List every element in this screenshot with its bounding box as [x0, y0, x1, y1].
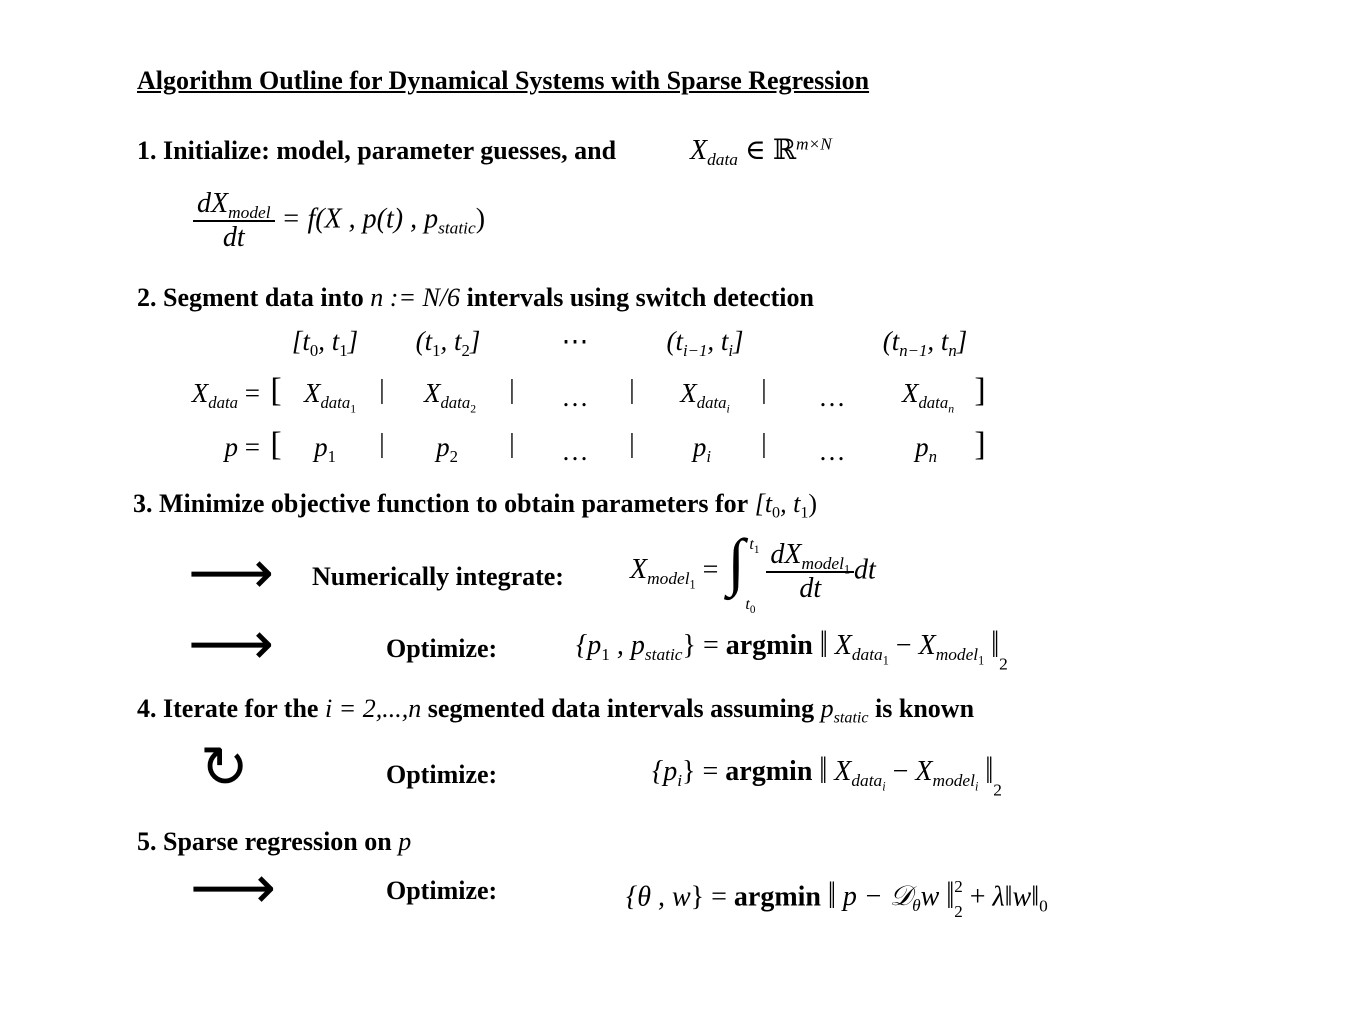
p-separator-4: | — [761, 428, 767, 458]
p-cell-ellipsis-2: … — [818, 436, 846, 466]
p-cell-1: $p_1$ — [314, 432, 336, 466]
p-separator-3: | — [629, 428, 635, 458]
optimize-label-1: Optimize: — [386, 634, 498, 663]
xdata-separator-2: | — [509, 374, 515, 404]
p-bracket-open: [ — [270, 426, 282, 463]
p-row-label: p = — [224, 432, 260, 462]
p-cell-n: $p_n$ — [915, 432, 937, 466]
interval-header-1: [$t_0$, $t_1$] — [291, 326, 359, 360]
page-title: Algorithm Outline for Dynamical Systems with Sparse Regression — [137, 66, 870, 95]
xdata-separator-3: | — [629, 374, 635, 404]
integral-sign: ∫ $t_1$ $t_0$ — [727, 526, 760, 617]
xdata-cell-ellipsis-2: … — [818, 382, 846, 412]
step4-heading: 4. Iterate for the i = 2,...,n segmented data intervals assuming $p_{static}$ is known — [137, 694, 975, 727]
optimize-equation-2: $\{p_i\} = argmin$ ‖ $X_{data_i} - X_{model_i}$ $‖_2$ — [652, 750, 1002, 800]
xdata-cell-n: $X_{data_n}$ — [901, 378, 955, 416]
xdata-bracket-open: [ — [270, 372, 282, 409]
xdata-separator-1: | — [379, 374, 385, 404]
xdata-bracket-close: ] — [974, 372, 986, 409]
xdata-cell-ellipsis-1: … — [561, 382, 589, 412]
ode-fraction: $\frac{dX_{model}}{dt}$ — [193, 188, 275, 254]
integrate-equation: $X_{model_1}$ = ∫ $t_1$ $t_0$ $\frac{dX_{model_1}}{dt}$ dt — [630, 526, 876, 617]
xdata-separator-4: | — [761, 374, 767, 404]
interval-header-i: ($t_{i-1}$, $t_i$] — [666, 326, 744, 360]
interval-header-2: ($t_1$, $t_2$] — [415, 326, 481, 360]
arrow-icon: ⟶ — [188, 538, 275, 608]
p-bracket-close: ] — [974, 426, 986, 463]
step5-heading: 5. Sparse regression on p — [137, 827, 412, 856]
p-cell-i: $p_i$ — [692, 432, 712, 466]
interval-header-n: ($t_{n-1}$, $t_n$] — [882, 326, 968, 360]
p-separator-1: | — [379, 428, 385, 458]
p-separator-2: | — [509, 428, 515, 458]
optimize-equation-1: {$p_1$ , $p_{static}\} = argmin$ ‖ $X_{data_1} - X_{model_1}$ $‖_2$ — [576, 624, 1008, 674]
step1-xdata-math: $X_{data}$ ∈ ℝ$^{m\times N}$ — [690, 134, 832, 170]
step2-heading: 2. Segment data into n := N/6 intervals using switch detection — [137, 283, 814, 312]
xdata-cell-i: $X_{data_i}$ — [680, 378, 730, 416]
step3-heading: 3. Minimize objective function to obtain parameters for [$t_0$, $t_1$) — [133, 489, 818, 522]
loop-icon: ↻ — [200, 733, 249, 801]
arrow-icon: ⟶ — [188, 609, 275, 679]
p-cell-ellipsis-1: … — [561, 436, 589, 466]
step1-label: 1. Initialize: model, parameter guesses, and — [137, 136, 617, 165]
arrow-icon: ⟶ — [190, 853, 277, 923]
xdata-cell-2: $X_{data_2}$ — [423, 378, 477, 416]
xdata-row-label: $X_{data}$ = — [191, 378, 260, 412]
integrate-label: Numerically integrate: — [312, 562, 564, 591]
p-cell-2: $p_2$ — [436, 432, 458, 466]
optimize-equation-3: {θ , w} = argmin ‖ p − 𝒟$_\theta$w ‖ 2 2 + $\lambda‖w‖_0$ — [626, 875, 1048, 921]
step1-ode-equation: $\frac{dX_{model}}{dt}$ = f(X , p(t) , $p_{static}$) — [193, 188, 485, 254]
optimize-label-3: Optimize: — [386, 876, 498, 905]
xdata-cell-1: $X_{data_1}$ — [303, 378, 357, 416]
interval-header-ellipsis: ⋯ — [561, 326, 589, 356]
optimize-label-2: Optimize: — [386, 760, 498, 789]
